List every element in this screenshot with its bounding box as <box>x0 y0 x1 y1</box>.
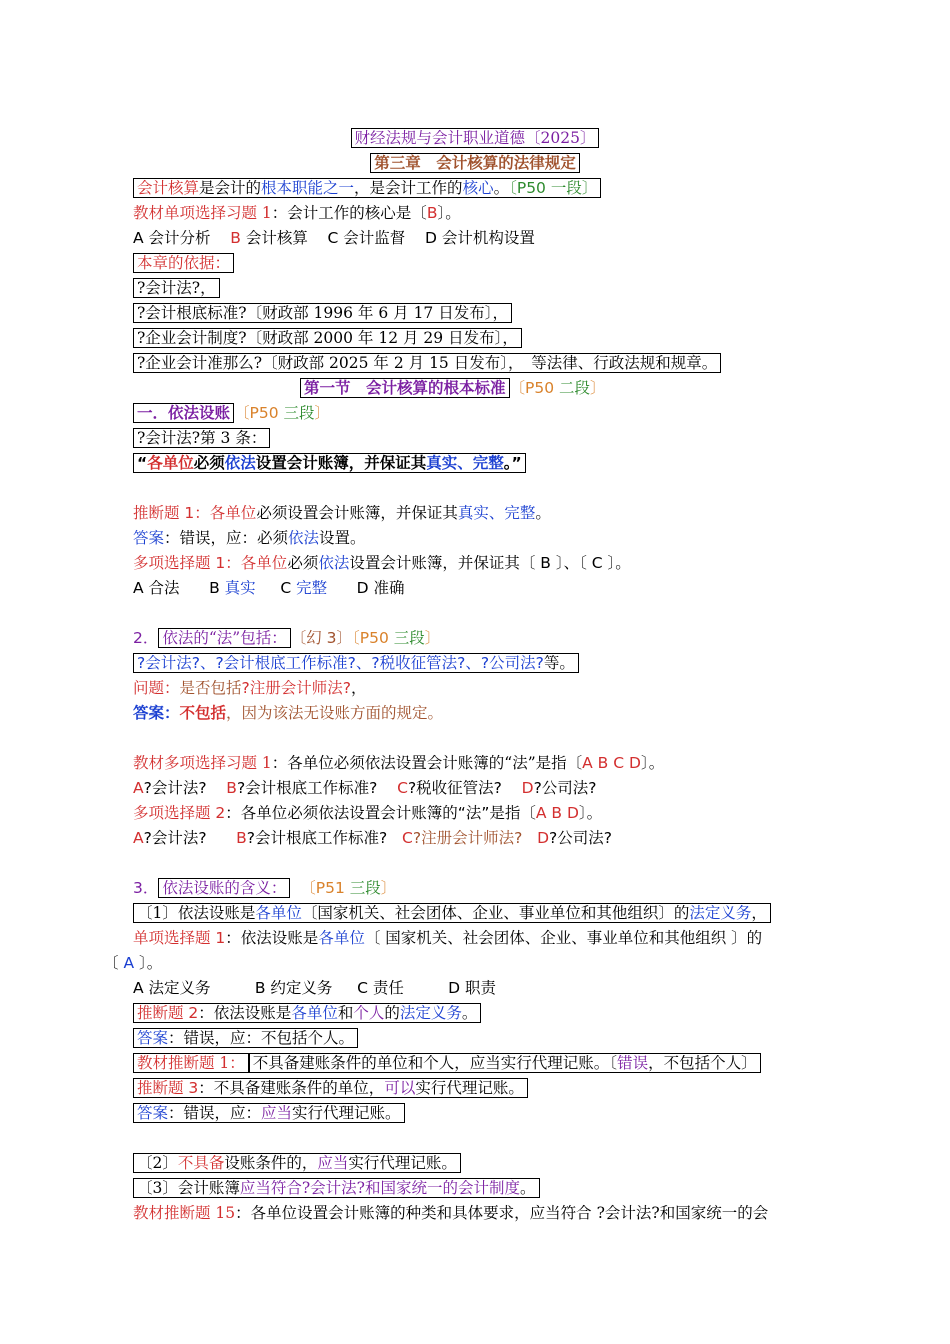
basis-item: ?企业会计制度?〔财政部 2000 年 12 月 29 日发布〕， <box>133 328 522 348</box>
textbook-multi-1-options: A?会计法? B?会计根底工作标准? C?税收征管法? D?公司法? <box>133 779 597 797</box>
law-article: ?会计法?第 3 条： <box>133 428 270 448</box>
judgement-2: 推断题 2：依法设账是各单位和个人的法定义务。 <box>133 1003 481 1023</box>
question-ask: 问题：是否包括?注册会计师法?， <box>133 679 367 697</box>
answer-3: 答案：错误，应：应当实行代理记账。 <box>133 1103 405 1123</box>
basis-item: ?企业会计准那么?〔财政部 2025 年 2 月 15 日发布〕， 等法律、行政法规和规章。 <box>133 353 721 373</box>
subsection-3-title: 3． 依法设账的含义： 〔P51 三段〕 <box>133 879 397 897</box>
textbook-judgement-1: 教材推断题 1： 不具备建账条件的单位和个人，应当实行代理记账。〔错误，不包括个人〕 <box>133 1053 761 1073</box>
title-box: 财经法规与会计职业道德〔2025〕 <box>351 128 600 148</box>
document-title <box>0 128 950 148</box>
single-choice-1-options: A 法定义务 B 约定义务 C 责任 D 职责 <box>133 979 497 997</box>
question-answer: 答案：不包括，因为该法无设账方面的规定。 <box>133 704 444 722</box>
multi-choice-1-options: A 合法 B 真实 C 完整 D 准确 <box>133 579 405 597</box>
textbook-judgement-15: 教材推断题 15：各单位设置会计账簿的种类和具体要求，应当符合 ?会计法?和国家统一的会 <box>133 1204 769 1222</box>
section-1-title: 第一节 会计核算的根本标准 〔P50 二段〕 <box>300 378 606 398</box>
subsection-1-title: 一．依法设账 〔P50 三段〕 <box>133 403 330 423</box>
single-choice-1-cont: 〔 A 〕。 <box>103 954 163 972</box>
multi-choice-2-options: A?会计法? B?会计根底工作标准? C?注册会计师法? D?公司法? <box>133 829 613 847</box>
law-quote: “各单位必须依法设置会计账簿，并保证其真实、完整。” <box>133 453 526 473</box>
point-3: 〔3〕会计账簿应当符合?会计法?和国家统一的会计制度。 <box>133 1178 540 1198</box>
question-1-options: A 会计分析 B 会计核算 C 会计监督 D 会计机构设置 <box>133 229 535 247</box>
laws-list: ?会计法?、?会计根底工作标准?、?税收征管法?、?公司法?等。 <box>133 653 579 673</box>
basis-item: ?会计法?， <box>133 278 220 298</box>
answer-1: 答案：错误，应：必须依法设置。 <box>133 529 366 547</box>
subsection-2-title: 2． 依法的“法”包括： 〔幻 3〕〔P50 三段〕 <box>133 629 441 647</box>
answer-2: 答案：错误，应：不包括个人。 <box>133 1028 358 1048</box>
point-1: 〔1〕依法设账是各单位〔国家机关、社会团体、企业、事业单位和其他组织〕的法定义务， <box>133 903 771 923</box>
textbook-multi-1: 教材多项选择习题 1：各单位必须依法设置会计账簿的“法”是指〔A B C D〕。 <box>133 754 665 772</box>
point-2: 〔2〕不具备设账条件的，应当实行代理记账。 <box>133 1153 461 1173</box>
chapter-title <box>0 153 950 173</box>
single-choice-1: 单项选择题 1：依法设账是各单位〔 国家机关、社会团体、企业、事业单位和其他组织 〕的 <box>133 929 763 947</box>
judgement-1: 推断题 1：各单位必须设置会计账簿，并保证其真实、完整。 <box>133 504 551 522</box>
intro-line <box>133 178 601 198</box>
multi-choice-1: 多项选择题 1：各单位必须依法设置会计账簿，并保证其〔 B 〕、〔 C 〕。 <box>133 554 631 572</box>
judgement-3: 推断题 3：不具备建账条件的单位，可以实行代理记账。 <box>133 1078 528 1098</box>
basis-item: ?会计根底标准?〔财政部 1996 年 6 月 17 日发布〕， <box>133 303 512 323</box>
question-1: 教材单项选择习题 1：会计工作的核心是〔B〕。 <box>133 204 461 222</box>
chapter-box: 第三章 会计核算的法律规定 <box>370 153 580 173</box>
intro-box: 会计核算是会计的根本职能之一，是会计工作的核心。〔P50 一段〕 <box>133 178 601 198</box>
multi-choice-2: 多项选择题 2：各单位必须依法设置会计账簿的“法”是指〔A B D〕。 <box>133 804 603 822</box>
basis-title: 本章的依据： <box>133 253 234 273</box>
